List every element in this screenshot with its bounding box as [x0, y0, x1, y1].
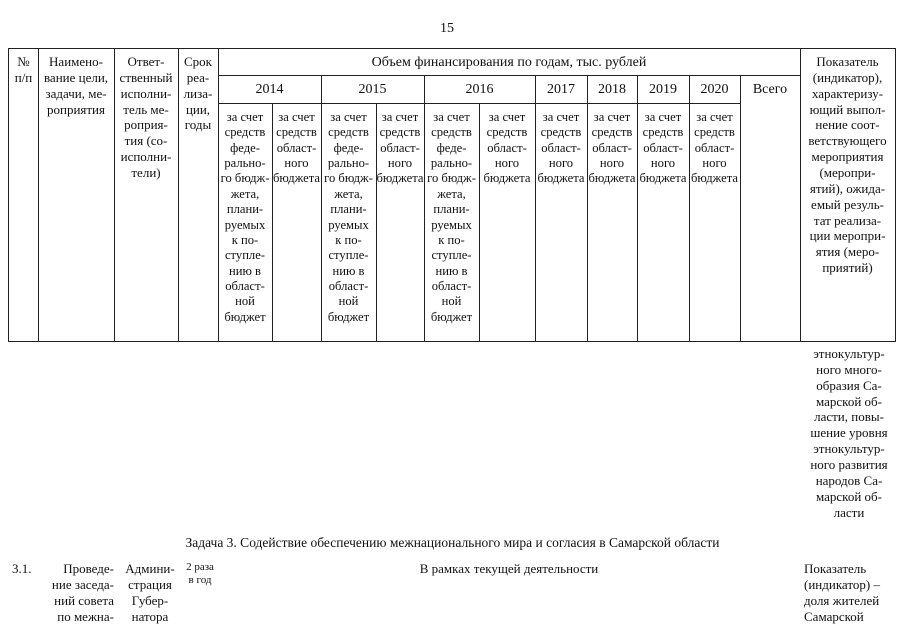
fund-regional-2016: за счет средств област- ного бюджета — [483, 110, 531, 186]
fund-regional-2015: за счет средств област- ного бюджета — [376, 110, 424, 186]
grid-line — [8, 341, 895, 342]
fund-regional-2017: за счет средств област- ного бюджета — [537, 110, 585, 186]
header-funding-title: Объем финансирования по годам, тыс. рублей — [371, 55, 647, 70]
year-2019: 2019 — [649, 82, 677, 97]
year-2020: 2020 — [700, 82, 729, 97]
row-term: 2 раза в год — [186, 561, 214, 587]
grid-line — [740, 75, 741, 342]
row-indicator: Показатель (индикатор) – доля жителей Самарской — [804, 561, 880, 624]
fund-regional-2018: за счет средств област- ного бюджета — [588, 110, 636, 186]
row-funding: В рамках текущей деятельности — [419, 561, 599, 576]
fund-federal-2015: за счет средств феде- рально- го бюдж- жета, плани- руемых к по- ступле- нию в област- ной бюджет — [324, 110, 373, 324]
grid-line — [8, 48, 9, 342]
fund-regional-2014: за счет средств област- ного бюджета — [273, 110, 320, 186]
page-number: 15 — [440, 21, 454, 36]
header-indicator: Показатель (индикатор), характеризу- ющий выпол- нение соот- ветствующего мероприятия (меропри- ятий), ожида- емый резуль- тат реализа- ции меропри- ятия (меро- приятий) — [808, 54, 887, 276]
header-num: № п/п — [14, 54, 33, 85]
fund-regional-2020: за счет средств област- ного бюджета — [691, 110, 738, 186]
task-heading: Задача 3. Содействие обеспечению межнационального мира и согласия в Самарской области — [185, 535, 720, 550]
fund-federal-2014: за счет средств феде- рально- го бюдж- жета, плани- руемых к по- ступле- нию в област- ной бюджет — [220, 110, 270, 324]
indicator-continuation: этнокультур- ного много- образия Са- марской об- ласти, повы- шение уровня этнокультур- ного развития народов Са- марской об- ласти — [810, 346, 888, 520]
year-2018: 2018 — [598, 82, 626, 97]
year-2016: 2016 — [465, 82, 494, 97]
row-responsible: Админи- страция Губер- натора — [125, 561, 175, 624]
fund-regional-2019: за счет средств област- ного бюджета — [639, 110, 687, 186]
year-2017: 2017 — [547, 82, 575, 97]
header-term: Срок реа- лиза- ции, годы — [183, 54, 213, 133]
header-name: Наимено- вание цели, задачи, ме- роприятия — [43, 54, 109, 117]
year-2015: 2015 — [358, 82, 387, 97]
row-number: 3.1. — [12, 561, 32, 576]
fund-federal-2016: за счет средств феде- рально- го бюдж- жета, плани- руемых к по- ступле- нию в област- ной бюджет — [427, 110, 476, 324]
row-name: Проведе- ние заседа- ний совета по межна- — [51, 561, 114, 624]
header-total: Всего — [752, 82, 788, 97]
grid-line — [8, 48, 895, 49]
grid-line — [895, 48, 896, 342]
grid-line — [218, 75, 800, 76]
header-responsible: Ответ- ственный исполни- тель ме- роприя- тия (со- исполни- тели) — [119, 54, 173, 181]
year-2014: 2014 — [255, 82, 284, 97]
